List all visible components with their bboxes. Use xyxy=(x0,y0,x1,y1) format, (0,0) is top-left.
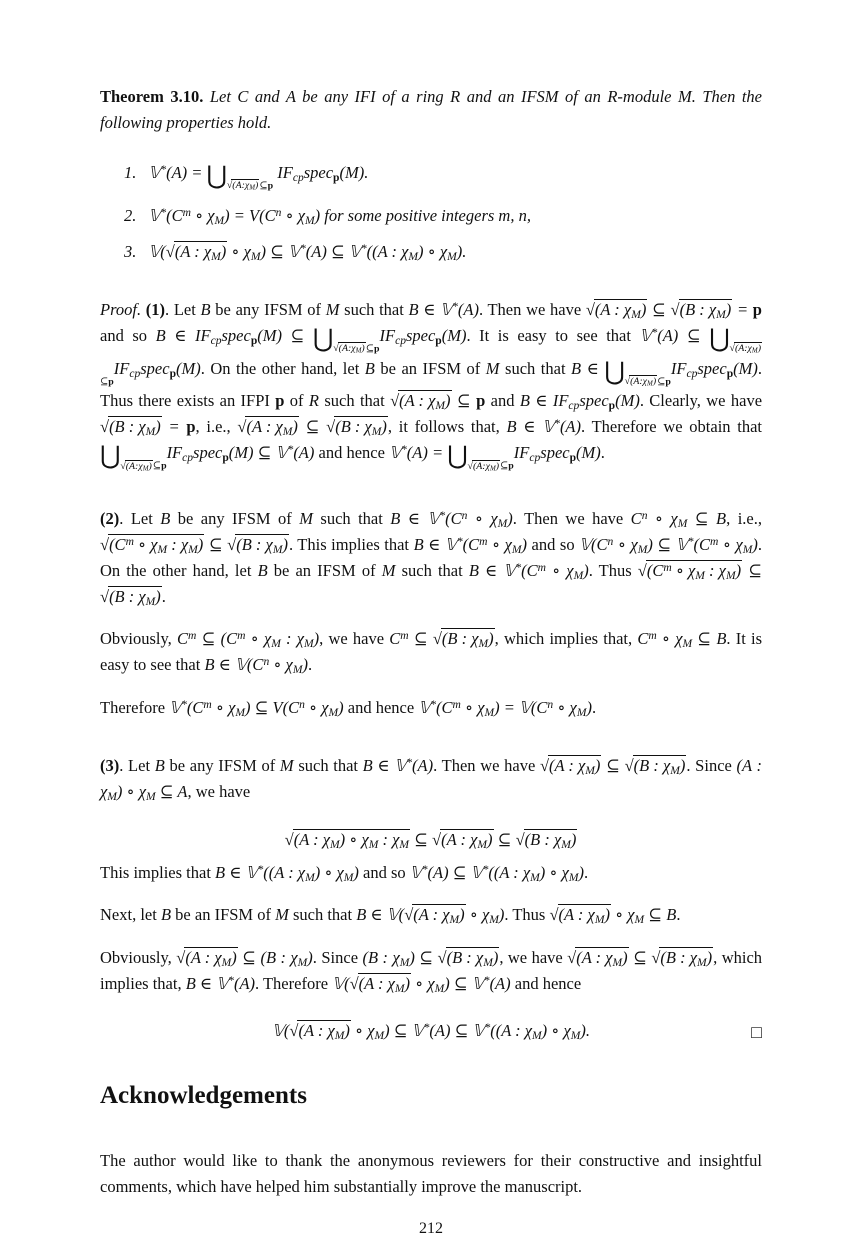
theorem-statement xyxy=(100,84,762,136)
proof-part-2-line-2: Obviously, $C^m$ ⊆ ($C^m$ ∘ $\chi_M$ : $\chi_M$), we have $C^m$ ⊆ √(B : $\chi_M$), which implies that, $C^m$ ∘ $\chi_M$ ⊆ B. It is easy to see that B ∈ $𝕍(C^n$ ∘ $\chi_M$). xyxy=(100,629,763,676)
theorem-property-list xyxy=(100,150,762,275)
item-marker: 1. xyxy=(124,163,137,182)
theorem-label: Theorem 3.10. xyxy=(100,87,204,106)
item-formula: 𝕍(√(A : $\chi_M$) ∘ $\chi_M$) ⊆ 𝕍*(A) ⊆ 𝕍*((A : $\chi_M$) ∘ $\chi_M$). xyxy=(148,241,467,263)
item-formula: 𝕍*(A) = $⋃_{√(A:\chi_M)⊆p}$ $IF_{cp}spec_p(M)$. xyxy=(148,162,369,193)
equation-formula: 𝕍(√(A : $\chi_M$) ∘ $\chi_M$) ⊆ 𝕍*(A) ⊆ 𝕍*((A : $\chi_M$) ∘ $\chi_M$). xyxy=(271,1021,590,1042)
theorem-item-2 xyxy=(124,203,762,229)
theorem-item-3 xyxy=(124,239,762,265)
displayed-equation-2 xyxy=(100,1018,762,1044)
proof-part-2-line-3: Therefore $𝕍^*(C^m$ ∘ $\chi_M$) ⊆ $V(C^n$ ∘ $\chi_M$) and hence $𝕍^*(C^m$ ∘ $\chi_M$) = $𝕍(C^n$ ∘ $\chi_M$). xyxy=(100,697,597,719)
displayed-equation-1 xyxy=(100,827,762,853)
proof-part-3-next: Next, let B be an IFSM of M such that B ∈ 𝕍(√(A : $\chi_M$) ∘ $\chi_M$). Thus √(A : $\chi_M$) ∘ $\chi_M$ ⊆ B. xyxy=(100,905,681,926)
theorem-body: Let C and A be any IFI of a ring R and an IFSM of an R-module M. Then the following properties hold. xyxy=(100,87,762,132)
acknowledgements-heading: Acknowledgements xyxy=(100,1082,307,1110)
theorem-item-1 xyxy=(124,160,762,193)
acknowledgements-body: The author would like to thank the anonymous reviewers for their constructive and insightful comments, which have helped him substantially improve the manuscript. xyxy=(100,1150,762,1196)
proof-part-3-mid: This implies that B ∈ 𝕍*((A : $\chi_M$) ∘ $\chi_M$) and so 𝕍*(A) ⊆ 𝕍*((A : $\chi_M$) ∘ $\chi_M$). xyxy=(100,862,589,884)
proof-part-2: (2). Let B be any IFSM of M such that B ∈ $𝕍^*(C^n$ ∘ $\chi_M$). Then we have $C^n$ ∘ $\chi_M$ ⊆ B, i.e., $√(C^m$ ∘ $\chi_M$ : $\chi_M$) ⊆ √(B : $\chi_M$). This implies that B ∈ $𝕍^*(C^m$ ∘ $\chi_M$) and so $𝕍(C^n$ ∘ $\chi_M$) ⊆ $𝕍^*(C^m$ ∘ $\chi_M$). On the other hand, let B be an IFSM of M such that B ∈ $𝕍^*(C^m$ ∘ $\chi_M$). Thus $√(C^m$ ∘ $\chi_M$ : $\chi_M$) ⊆ √(B : $\chi_M$). xyxy=(100,508,763,608)
item-formula: $𝕍^*(C^m$ ∘ $\chi_M) = V(C^n$ ∘ $\chi_M$) for some positive integers m, n, xyxy=(148,205,531,227)
proof-part-3-intro: (3). Let B be any IFSM of M such that B ∈ 𝕍*(A). Then we have √(A : $\chi_M$) ⊆ √(B : $\chi_M$). Since (A : $\chi_M$) ∘ $\chi_M$ ⊆ A, we have xyxy=(100,756,762,803)
proof-part-1: Proof. (1). Let B be any IFSM of M such that B ∈ 𝕍*(A). Then we have √(A : $\chi_M$) ⊆ √(B : $\chi_M) = p$ and so B ∈ $IF_{cp}spec_p(M)$ ⊆ $⋃_{√(A:\chi_M)⊆p}IF_{cp}spec_p(M)$. It is easy to see that 𝕍*(A) ⊆ $⋃_{√(A:\chi_M)⊆p}IF_{cp}spec_p(M)$. On the other hand, let B be an IFSM of M such that B ∈ $⋃_{√(A:\chi_M)⊆p}IF_{cp}spec_p(M)$. Thus there exists an IFPI p of R such that √(A : $\chi_M$) ⊆ p and B ∈ $IF_{cp}spec_p(M)$. Clearly, we have √(B : $\chi_M) = p$, i.e., √(A : $\chi_M$) ⊆ √(B : $\chi_M$), it follows that, B ∈ 𝕍*(A). Therefore we obtain that $⋃_{√(A:\chi_M)⊆p}IF_{cp}spec_p(M)$ ⊆ 𝕍*(A) and hence 𝕍*(A) = $⋃_{√(A:\chi_M)⊆p}IF_{cp}spec_p(M)$. xyxy=(100,299,763,473)
page-number: 212 xyxy=(419,1220,443,1238)
item-marker: 2. xyxy=(124,205,137,225)
equation-formula: √(A : $\chi_M$) ∘ $\chi_M$ : $\chi_M$ ⊆ √(A : $\chi_M$) ⊆ √(B : $\chi_M$) xyxy=(284,829,577,851)
item-marker: 3. xyxy=(124,241,137,261)
qed-icon: □ xyxy=(751,1022,762,1043)
proof-part-3-end: Obviously, √(A : $\chi_M$) ⊆ (B : $\chi_M$). Since (B : $\chi_M$) ⊆ √(B : $\chi_M$), we have √(A : $\chi_M$) ⊆ √(B : $\chi_M$), which implies that, B ∈ 𝕍*(A). Therefore 𝕍(√(A : $\chi_M$) ∘ $\chi_M$) ⊆ 𝕍*(A) and hence xyxy=(100,947,763,995)
